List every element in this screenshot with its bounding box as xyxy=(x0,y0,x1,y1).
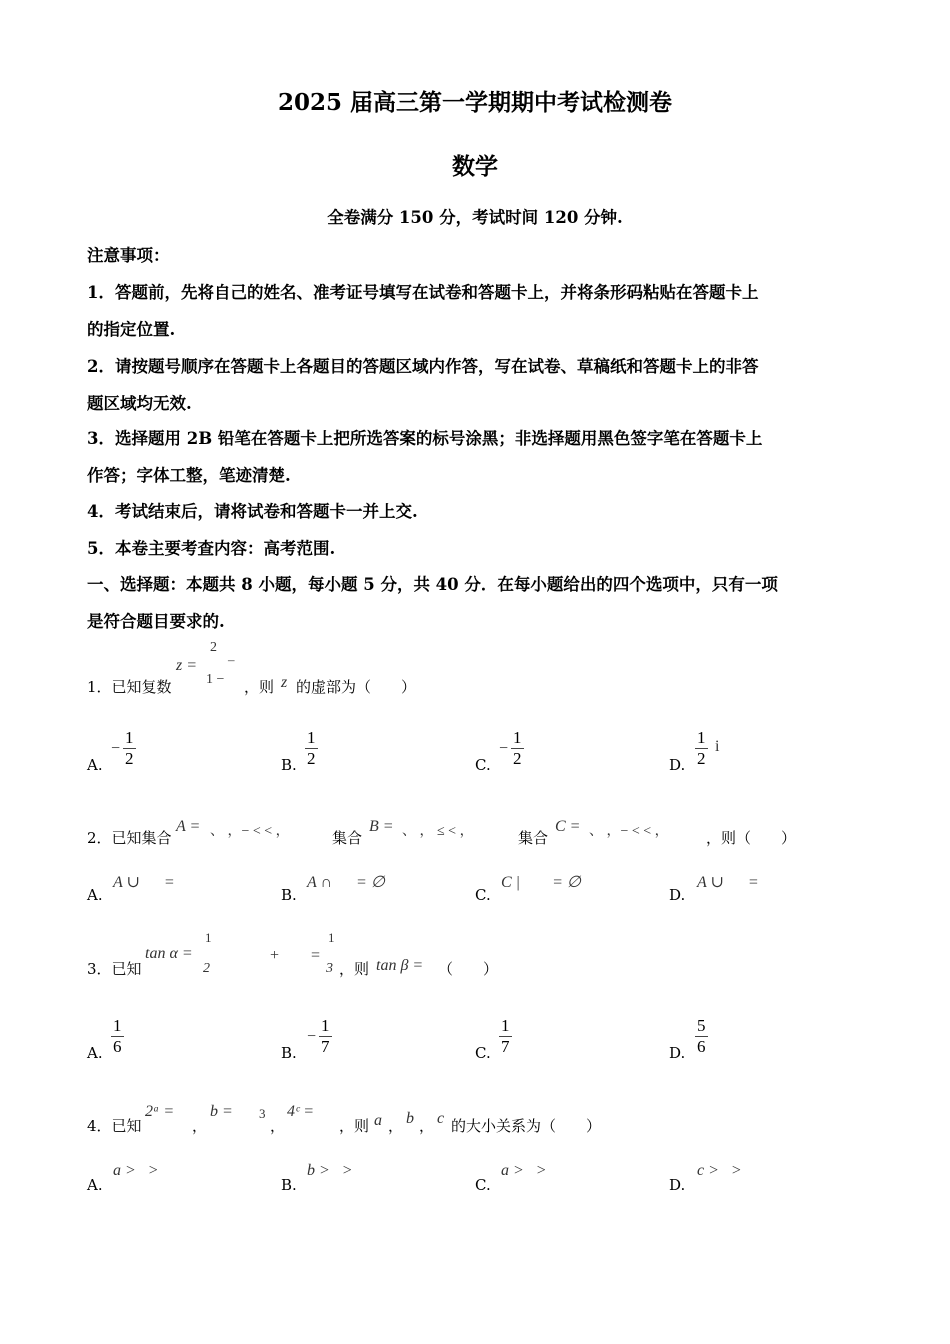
question-prefix: 1．已知复数 xyxy=(87,678,172,696)
option-label: B. xyxy=(281,1176,297,1194)
option-label: A. xyxy=(87,1176,103,1194)
math-var: a xyxy=(374,1112,382,1129)
math-denominator: 3 xyxy=(326,961,333,976)
option-expr: b > > xyxy=(307,1162,353,1179)
question-prefix: 3．已知 xyxy=(87,960,142,978)
separator: ， xyxy=(388,1117,404,1135)
option-label: D. xyxy=(669,1176,686,1194)
math-fragment: 3 xyxy=(259,1106,266,1121)
option-fraction: $\frac{1}{2}$ xyxy=(307,728,316,768)
option-label: C. xyxy=(475,886,491,904)
option-label: C. xyxy=(475,1044,491,1062)
exam-info: 全卷满分 150 分，考试时间 120 分钟. xyxy=(327,208,623,227)
math-denominator: 2 xyxy=(203,961,210,976)
question-text: ，则 xyxy=(339,1117,370,1135)
separator: ， xyxy=(419,1117,435,1135)
notes-line: 4．考试结束后，请将试卷和答题卡一并上交. xyxy=(87,502,418,521)
question-text: 集合 xyxy=(332,829,363,847)
math-fragment: 、 ， ≤ < ， xyxy=(402,824,474,839)
math-numerator: 1 xyxy=(328,930,335,945)
separator: ， xyxy=(192,1117,208,1135)
option-fraction: $\frac{5}{6}$ xyxy=(697,1016,706,1056)
math-fragment: 、 ，− < < ， xyxy=(589,824,669,839)
option-label: A. xyxy=(87,1044,103,1062)
math-expr: B = xyxy=(369,818,394,835)
math-sign: − xyxy=(307,1028,317,1045)
separator: ， xyxy=(270,1117,286,1135)
math-var: z xyxy=(281,674,288,691)
section-heading-cont: 是符合题目要求的. xyxy=(87,612,225,631)
math-sign: − xyxy=(111,740,121,757)
option-fraction: $\frac{1}{2}$ xyxy=(513,728,522,768)
math-sign: − xyxy=(499,740,509,757)
math-fragment: 、 ，− < < ， xyxy=(210,824,290,839)
notes-line: 作答；字体工整，笔迹清楚. xyxy=(87,466,291,485)
option-fraction: $\frac{1}{7}$ xyxy=(501,1016,510,1056)
option-fraction: $\frac{1}{6}$ xyxy=(113,1016,122,1056)
notes-line: 1．答题前，先将自己的姓名、准考证号填写在试卷和答题卡上，并将条形码粘贴在答题卡上 xyxy=(87,283,759,302)
math-numerator: 2 xyxy=(210,640,217,655)
option-label: C. xyxy=(475,756,491,774)
math-suffix: i xyxy=(715,738,720,755)
notes-heading: 注意事项： xyxy=(87,246,170,265)
notes-line: 题区域均无效. xyxy=(87,394,192,413)
question-text: ，则 xyxy=(339,960,370,978)
math-var: b xyxy=(406,1110,414,1127)
option-expr: A ∩ = ∅ xyxy=(307,874,385,891)
notes-line: 5．本卷主要考查内容：高考范围. xyxy=(87,539,336,558)
math-expr: 2ᵃ = xyxy=(145,1103,175,1120)
math-operator: = xyxy=(311,947,321,964)
math-expr: 4ᶜ = xyxy=(287,1103,314,1120)
question-prefix: 2．已知集合 xyxy=(87,829,172,847)
option-label: D. xyxy=(669,1044,686,1062)
option-fraction: $\frac{1}{7}$ xyxy=(321,1016,330,1056)
math-expr: b = xyxy=(210,1103,233,1120)
option-label: D. xyxy=(669,886,686,904)
math-numerator: 1 xyxy=(205,930,212,945)
option-expr: a > > xyxy=(501,1162,547,1179)
question-text: （ ） xyxy=(438,960,499,978)
question-text: ，则 xyxy=(244,678,275,696)
notes-line: 的指定位置. xyxy=(87,320,176,339)
question-text: 的大小关系为（ ） xyxy=(451,1117,602,1135)
option-fraction: $\frac{1}{2}$ xyxy=(125,728,134,768)
option-label: A. xyxy=(87,886,103,904)
option-label: A. xyxy=(87,756,103,774)
math-fragment: – xyxy=(228,652,235,667)
math-expr: A = xyxy=(176,818,201,835)
question-text: ，则（ ） xyxy=(706,829,797,847)
option-expr: a > > xyxy=(113,1162,159,1179)
option-label: D. xyxy=(669,756,686,774)
math-expr: tan α = xyxy=(145,945,193,962)
math-operator: + xyxy=(270,947,280,964)
option-expr: A ∪ = xyxy=(113,874,175,891)
question-prefix: 4．已知 xyxy=(87,1117,142,1135)
option-fraction: $\frac{1}{2}$ xyxy=(697,728,706,768)
exam-title: 2025 届高三第一学期期中考试检测卷 xyxy=(277,89,673,116)
math-expr: tan β = xyxy=(376,957,424,974)
question-text: 集合 xyxy=(518,829,549,847)
math-expr: z = xyxy=(176,657,198,674)
subject-title: 数学 xyxy=(452,153,498,180)
math-var: c xyxy=(437,1110,445,1127)
option-expr: C | = ∅ xyxy=(501,874,581,891)
notes-line: 2．请按题号顺序在答题卡上各题目的答题区域内作答，写在试卷、草稿纸和答题卡上的非答 xyxy=(87,357,759,376)
math-denominator: 1 − xyxy=(206,672,225,687)
option-label: B. xyxy=(281,886,297,904)
notes-line: 3．选择题用 2B 铅笔在答题卡上把所选答案的标号涂黑；非选择题用黑色签字笔在答题卡上 xyxy=(87,429,763,448)
option-label: B. xyxy=(281,756,297,774)
option-label: B. xyxy=(281,1044,297,1062)
question-text: 的虚部为（ ） xyxy=(296,678,417,696)
option-label: C. xyxy=(475,1176,491,1194)
section-heading: 一、选择题：本题共 8 小题，每小题 5 分，共 40 分．在每小题给出的四个选项中，只有一项 xyxy=(87,575,778,594)
option-expr: A ∪ = xyxy=(697,874,759,891)
math-expr: C = xyxy=(555,818,581,835)
option-expr: c > > xyxy=(697,1162,742,1179)
